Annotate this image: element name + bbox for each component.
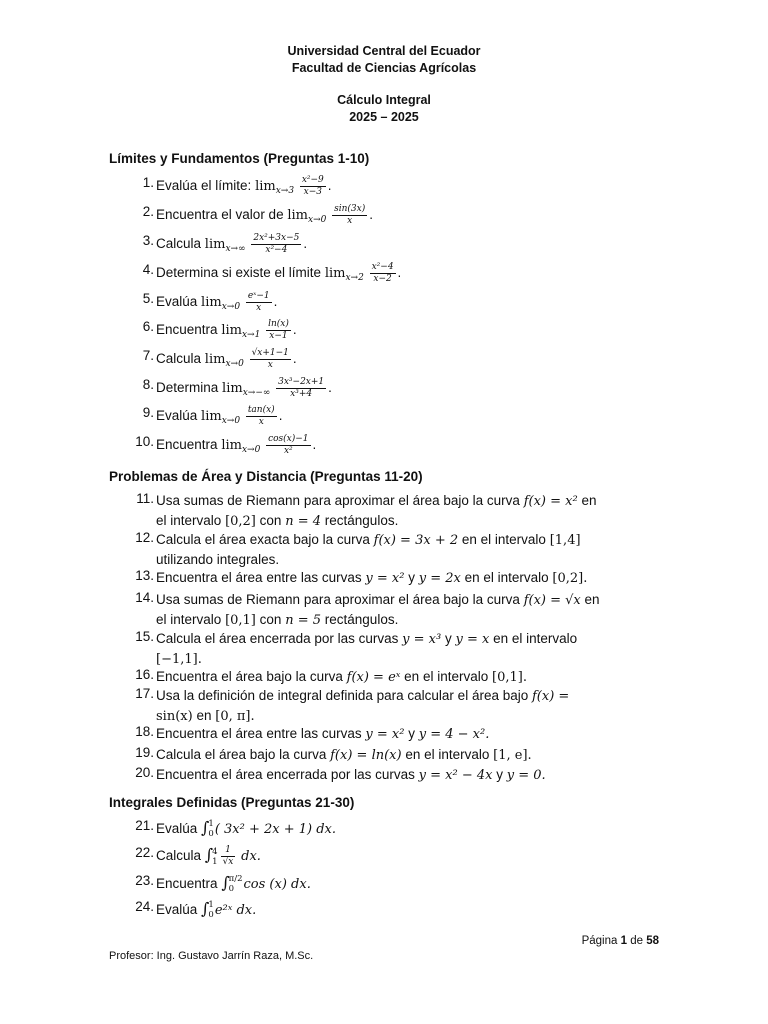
fraction: $\frac{\cos(x)-1}{\text{x²}}$: [268, 434, 309, 456]
page-number: Página 1 de 58: [581, 935, 659, 947]
course-title: Cálculo Integral: [337, 93, 431, 107]
integral-sign: ∫: [204, 845, 214, 865]
faculty-name: Facultad de Ciencias Agrícolas: [291, 61, 477, 75]
fraction: $\frac{\tan(x)}{x}$: [247, 405, 275, 427]
section-title-area: Problemas de Área y Distancia (Preguntas 11-20): [109, 469, 423, 484]
section-title-limits: Límites y Fundamentos (Preguntas 1-10): [109, 151, 370, 166]
fraction: $\frac{\text{3x³−2x+1}}{\text{x³+4}}$: [278, 377, 325, 399]
academic-years: 2025 – 2025: [349, 110, 419, 124]
integral-sign: ∫: [201, 899, 210, 918]
fraction: $\frac{\text{eˣ−1}}{x}$: [247, 291, 270, 313]
section-title-definite-integrals: Integrales Definidas (Preguntas 21-30): [109, 795, 355, 810]
fraction: $\frac{\text{2x²+3x−5}}{\text{x²−4}}$: [253, 233, 300, 255]
integral-sign: ∫: [201, 818, 210, 837]
integral-sign: ∫: [221, 873, 230, 892]
fraction: $\frac{\text{x²−4}}{x-2}$: [371, 262, 394, 284]
document-page: Universidad Central del Ecuador Facultad de Ciencias Agrícolas Cálculo Integral 2025 – 2025 Límites y Fundamentos (Preguntas 1-10) 1. Evalúa el límite: $\lim_{x\to 3}$ $\frac{\text{x²−9}}{x-3}$ . 2. Encuentra el valor de $\lim_{x\to 0}$ $\frac{\sin(3x)}{x}$ . 3. Calcula $\lim_{x\to\infty}$ $\frac{\text{2x²+3x−5}}{\text{x²−4}}$ . 4. Determina si existe el límite $\lim_{x\to 2}$ $\frac{\text{x²−4}}{x-2}$ . 5. Evalúa $\lim_{x\to 0}$ $\frac{\text{eˣ−1}}{x}$ . 6. Encuentra $\lim_{x\to 1}$ $\frac{\ln(x)}{x-1}$ . 7. Calcula $\lim_{x\to 0}$ $\frac{√x+1-1}{x}$ . 8. Determina $\lim_{x\to-\infty}$ $\frac{\text{3x³−2x+1}}{\text{x³+4}}$ . 9. Evalúa $\lim_{x\to 0}$ $\frac{\tan(x)}{x}$ . 10. Encuentra $\lim_{x\to 0}$ $\frac{\cos(x)-1}{\text{x²}}$ . Problemas de Área y Distancia (Preguntas 11-20) 11. Usa sumas de Riemann para aproximar el área bajo la curva f(x) = x² en el intervalo [0,2] con n = 4 rectángulos. 12. Calcula el área exacta bajo la curva f(x) = 3x + 2 en el intervalo [1,4] utilizando integrales. 13. Encuentra el área entre las curvas y = x² y y = 2x en el intervalo [0,2]. 14. Usa sumas de Riemann para aproximar el área bajo la curva f(x) = √x en el intervalo [0,1] con n = 5 rectángulos. 15. Calcula el área encerrada por las curvas y = x³ y y = x en el intervalo [−1,1]. 16. Encuentra el área bajo la curva f(x) = eˣ en el intervalo [0,1]. 17. Usa la definición de integral definida para calcular el área bajo f(x) = sin(x) en [0, π]. 18. Encuentra el área entre las curvas y = x² y y = 4 − x². 19. Calcula el área bajo la curva f(x) = ln(x) en el intervalo [1, e]. 20. Encuentra el área encerrada por las curvas y = x² − 4x y y = 0. Integrales Definidas (Preguntas 21-30) 21. Evalúa ∫ 1 0 ( 3x² + 2x + 1) dx. 22. Calcula ∫ 4 1 $\frac{1}{√x}$ dx. 23. Encuentra ∫ π/2 0 cos (x) dx. 24. Evalúa ∫ 1 0 e²ˣ dx. Página 1 de 58 Profesor: Ing. Gustavo Jarrín Raza, M.Sc.: [0, 0, 768, 1024]
professor-credit: Profesor: Ing. Gustavo Jarrín Raza, M.Sc.: [109, 950, 314, 962]
fraction: $\frac{√x+1-1}{x}$: [251, 348, 289, 370]
university-name: Universidad Central del Ecuador: [287, 44, 481, 58]
fraction: $\frac{1}{√x}$: [222, 845, 234, 867]
fraction: $\frac{\text{x²−9}}{x-3}$: [301, 175, 324, 197]
fraction: $\frac{\ln(x)}{x-1}$: [268, 319, 289, 341]
fraction: $\frac{\sin(3x)}{x}$: [334, 204, 366, 226]
